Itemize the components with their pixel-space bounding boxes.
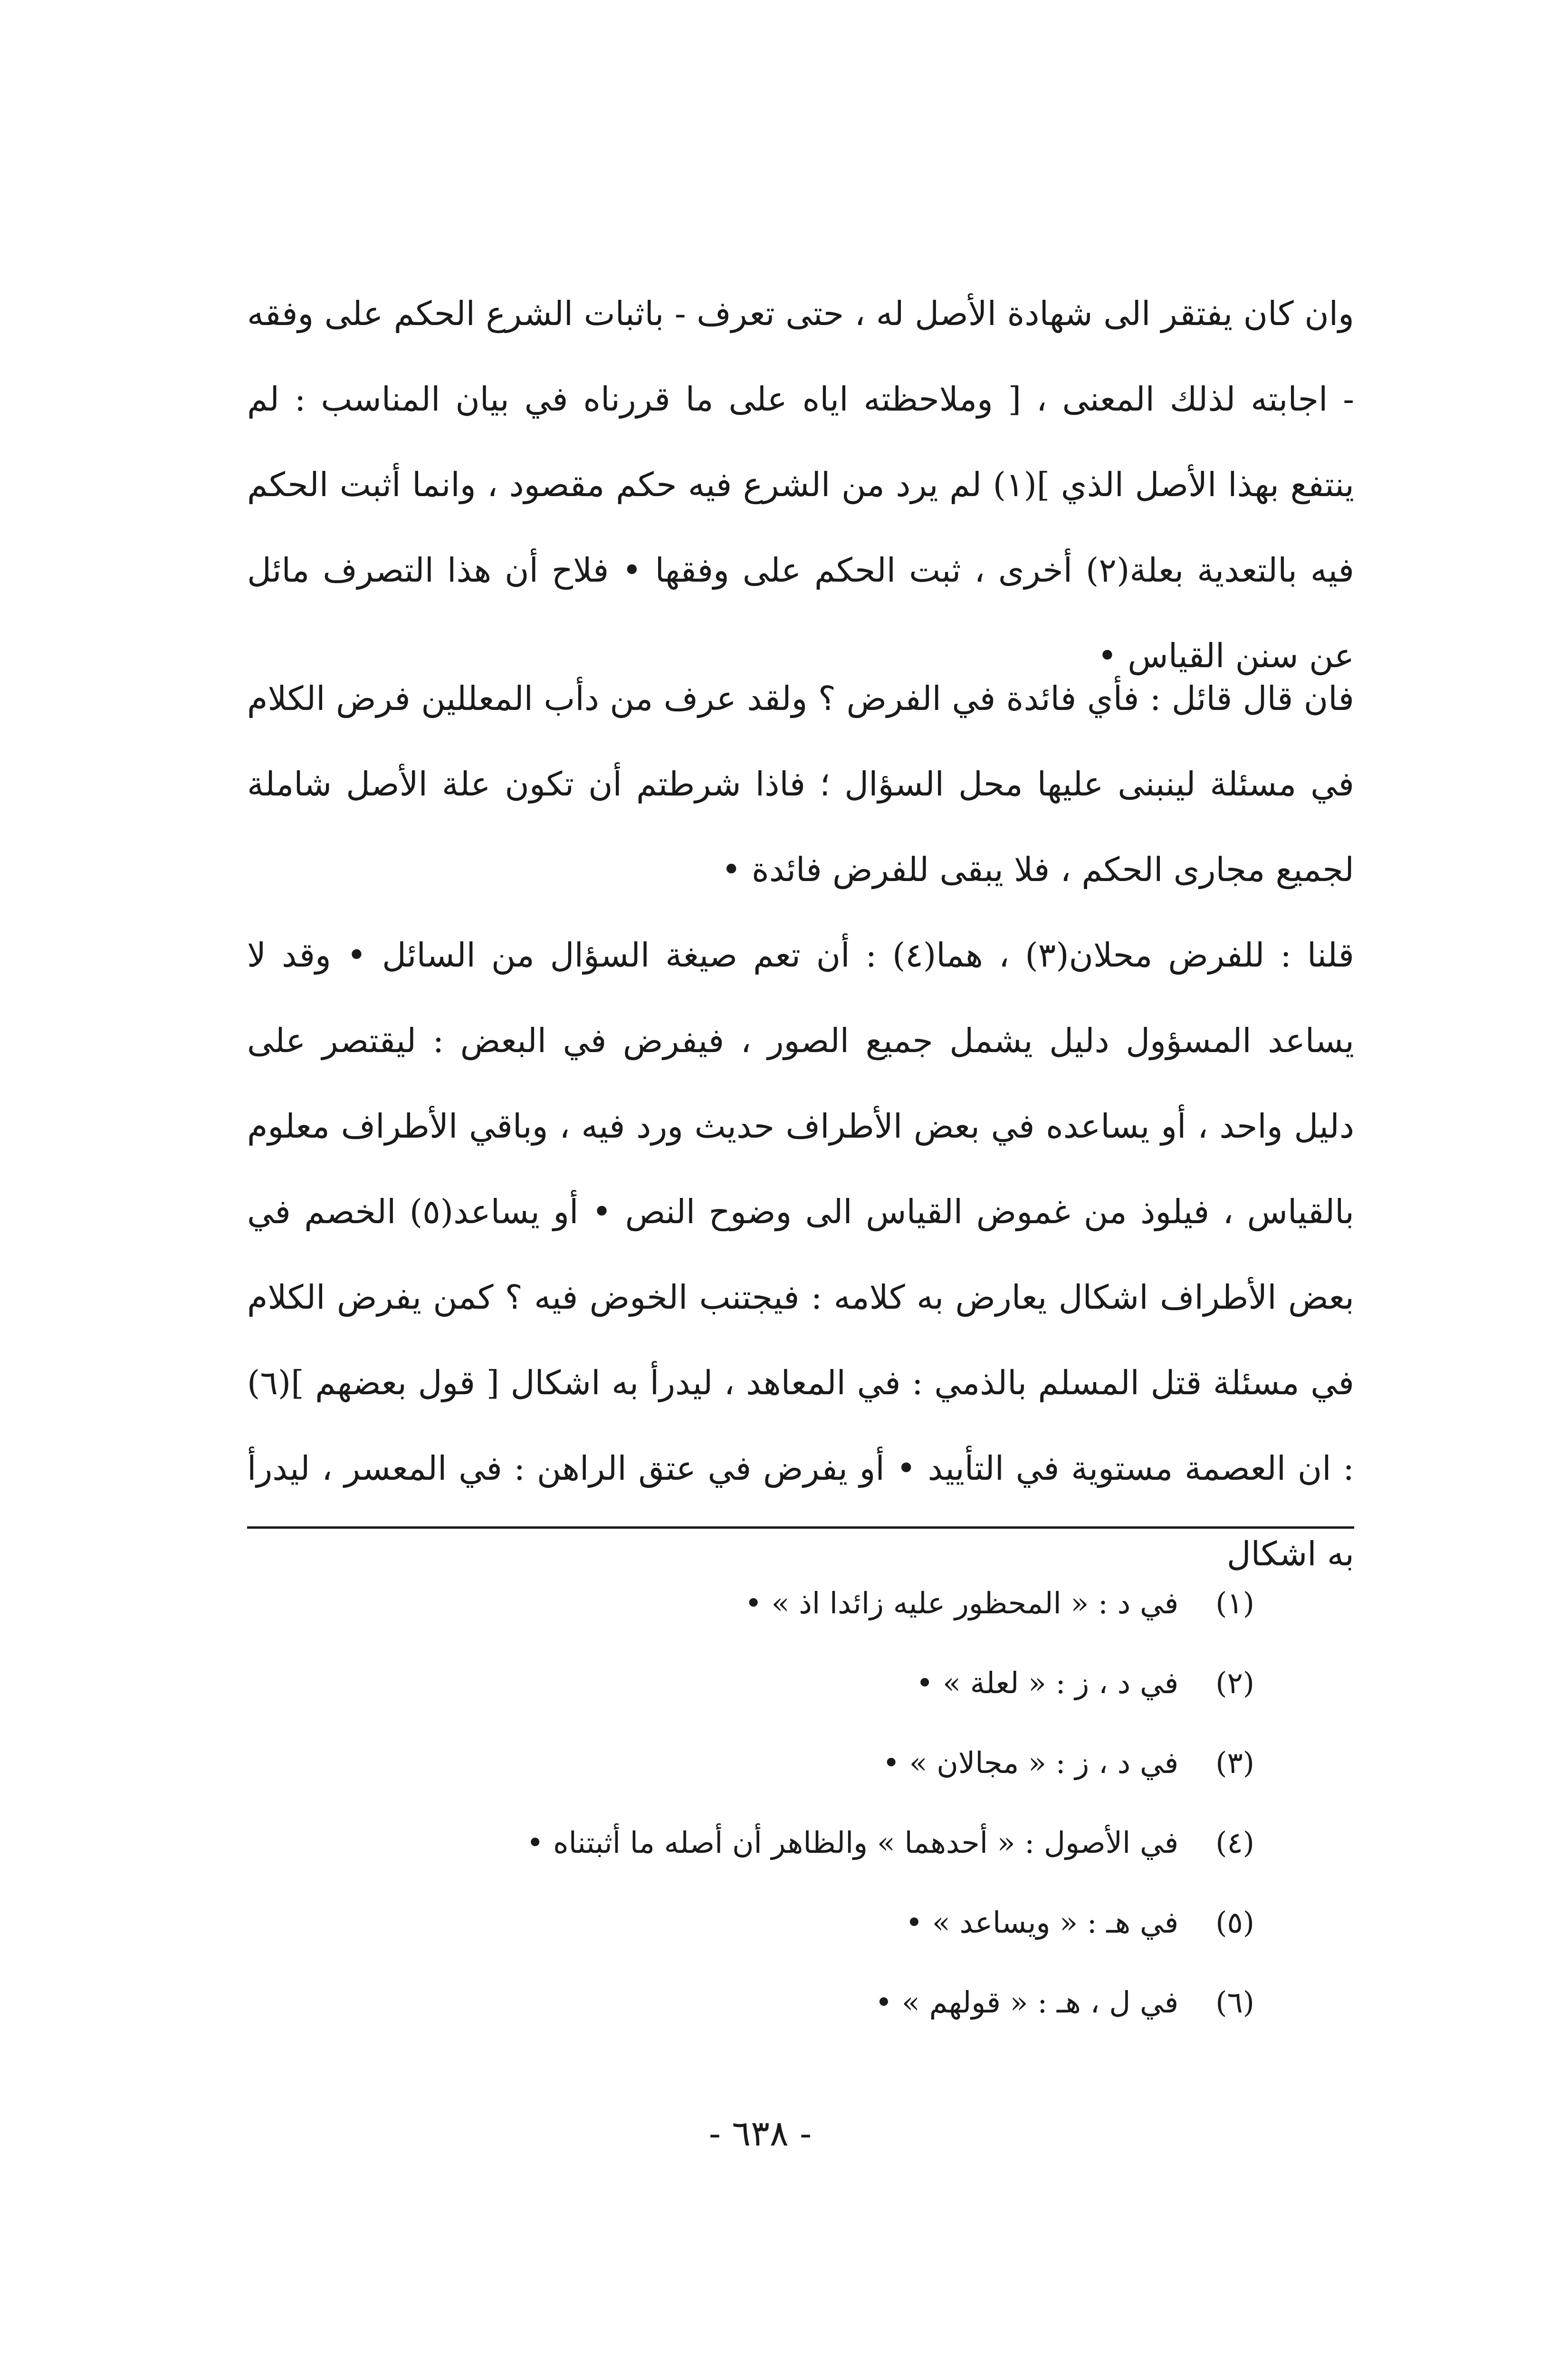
footnote-item: [114, 1723, 1254, 1803]
footnote-item: [114, 1963, 1254, 2042]
footnote-item: [114, 1883, 1254, 1963]
footnote-marker: (٥): [1215, 1905, 1254, 1940]
footnote-divider: [247, 1526, 1354, 1529]
footnote-text: في د : « المحظور عليه زائدا اذ » •: [745, 1586, 1179, 1620]
footnote-item: [114, 1803, 1254, 1883]
footnote-item: [114, 1643, 1254, 1723]
paragraph-1: وان كان يفتقر الى شهادة الأصل له ، حتى تعرف - باثبات الشرع الحكم على وفقه - اجابته لذلك المعنى ، [ وملاحظته اياه على ما قررناه في بيان المناسب : لم ينتفع بهذا الأصل الذي ](١) لم يرد من الشرع فيه حكم مقصود ، وانما أثبت الحكم فيه بالتعدية بعلة(٢) أخرى ، ثبت الحكم على وفقها • فلاح أن هذا التصرف مائل عن سنن القياس •: [247, 294, 1355, 675]
footnote-text: في ل ، هـ : « قولهم » •: [875, 1985, 1179, 2020]
footnote-text: في د ، ز : « لعلة » •: [916, 1666, 1179, 1700]
paragraph-3: قلنا : للفرض محلان(٣) ، هما(٤) : أن تعم صيغة السؤال من السائل • وقد لا يساعد المسؤول دليل يشمل جميع الصور ، فيفرض في البعض : ليقتصر على دليل واحد ، أو يساعده في بعض الأطراف حديث ورد فيه ، وباقي الأطراف معلوم بالقياس ، فيلوذ من غموض القياس الى وضوح النص • أو يساعد(٥) الخصم في بعض الأطراف اشكال يعارض به كلامه : فيجتنب الخوض فيه ؟ كمن يفرض الكلام في مسئلة قتل المسلم بالذمي : في المعاهد ، ليدرأ به اشكال [ قول بعضهم ](٦) : ان العصمة مستوية في التأييد • أو يفرض في عتق الراهن : في المعسر ، ليدرأ به اشكال: [247, 936, 1354, 1573]
paragraph-2: فان قال قائل : فأي فائدة في الفرض ؟ ولقد عرف من دأب المعللين فرض الكلام في مسئلة لينبنى عليها محل السؤال ؛ فاذا شرطتم أن تكون علة الأصل شاملة لجميع مجارى الحكم ، فلا يبقى للفرض فائدة •: [247, 679, 1354, 889]
footnotes-list: [114, 1563, 1254, 2042]
footnote-marker: (٢): [1215, 1666, 1254, 1700]
footnote-marker: (١): [1215, 1586, 1254, 1620]
footnote-marker: (٣): [1215, 1745, 1254, 1780]
footnote-item: [114, 1563, 1254, 1643]
footnote-marker: (٦): [1215, 1985, 1254, 2020]
footnote-text: في الأصول : « أحدهما » والظاهر أن أصله ما أثبتناه •: [526, 1825, 1179, 1860]
footnote-marker: (٤): [1215, 1825, 1254, 1860]
footnote-text: في هـ : « ويساعد » •: [905, 1905, 1179, 1940]
footnote-text: في د ، ز : « مجالان » •: [882, 1745, 1179, 1780]
page-number: - ٦٣٨ -: [708, 2113, 812, 2154]
